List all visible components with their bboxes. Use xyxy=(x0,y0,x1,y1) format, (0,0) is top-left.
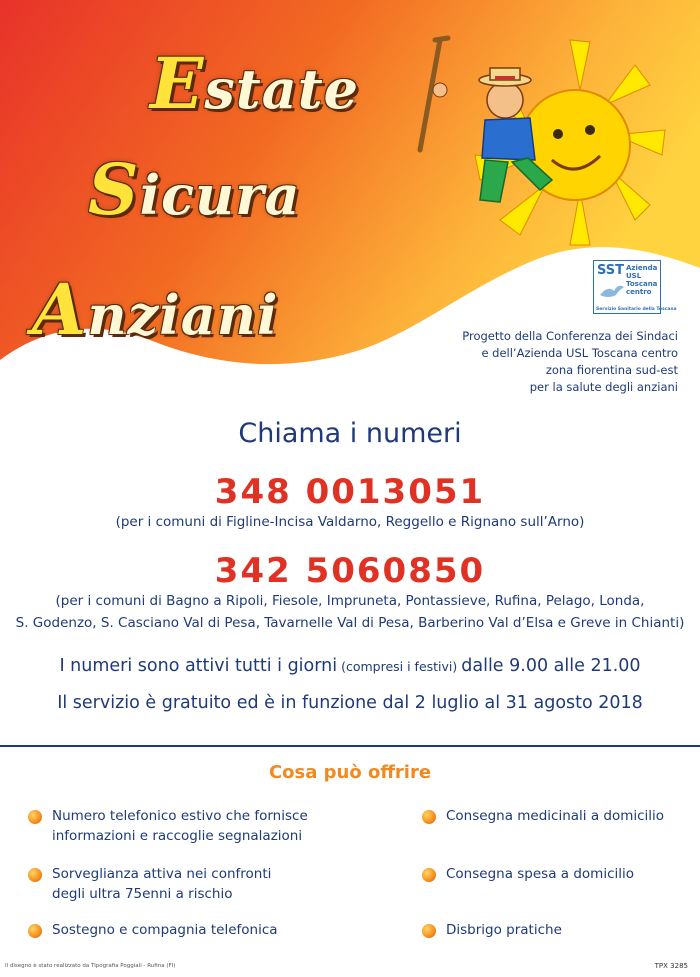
bullet-icon xyxy=(422,810,436,824)
offer-item: Disbrigo pratiche xyxy=(422,920,562,940)
bullet-icon xyxy=(422,868,436,882)
phone-1-municipalities: (per i comuni di Figline-Incisa Valdarno, Reggello e Rignano sull’Arno) xyxy=(115,514,585,530)
bullet-icon xyxy=(28,924,42,938)
project-description: Progetto della Conferenza dei Sindaci e dell’Azienda USL Toscana centro zona fiorentina sud-est per la salute degli anziani xyxy=(462,329,678,394)
phone-2-municipalities: (per i comuni di Bagno a Ripoli, Fiesole, Impruneta, Pontassieve, Rufina, Pelago, Londa, S. Godenzo, S. Casciano Val di Pesa, Tavarnelle Val di Pesa, Barberino Val d’Elsa e Greve in Chianti) xyxy=(15,593,685,631)
offer-item: Numero telefonico estivo che fornisce informazioni e raccoglie segnalazioni xyxy=(28,806,308,846)
printer-credit: Il disegno è stato realizzato da Tipografia Poggiali - Rufina (FI) xyxy=(5,963,176,969)
bird-icon xyxy=(598,281,626,301)
sun-mascot-illustration xyxy=(400,30,670,250)
offer-item: Sostegno e compagnia telefonica xyxy=(28,920,278,940)
offer-heading: Cosa può offrire xyxy=(268,762,432,783)
section-divider xyxy=(0,745,700,747)
azienda-usl-logo xyxy=(593,260,677,314)
logo-org: Azienda USL Toscana centro xyxy=(626,264,658,296)
phone-number-2[interactable]: 342 5060850 xyxy=(214,551,486,591)
bullet-icon xyxy=(422,924,436,938)
service-hours: I numeri sono attivi tutti i giorni (compresi i festivi) dalle 9.00 alle 21.00 xyxy=(59,656,641,676)
print-code: TPX 3285 xyxy=(654,962,688,970)
logo-abbr: SST xyxy=(597,263,625,278)
offer-item: Sorveglianza attiva nei confronti degli ultra 75enni a rischio xyxy=(28,864,271,904)
title-line-anziani: Anziani xyxy=(32,268,279,351)
bullet-icon xyxy=(28,868,42,882)
title-line-estate: Estate xyxy=(150,42,359,125)
offer-item: Consegna spesa a domicilio xyxy=(422,864,634,884)
title-line-sicura: Sicura xyxy=(88,148,301,231)
bullet-icon xyxy=(28,810,42,824)
offer-item: Consegna medicinali a domicilio xyxy=(422,806,664,826)
call-heading: Chiama i numeri xyxy=(238,418,462,449)
phone-number-1[interactable]: 348 0013051 xyxy=(214,472,486,512)
service-period: Il servizio è gratuito ed è in funzione dal 2 luglio al 31 agosto 2018 xyxy=(57,693,643,713)
logo-footer: Servizio Sanitario della Toscana xyxy=(596,307,677,312)
